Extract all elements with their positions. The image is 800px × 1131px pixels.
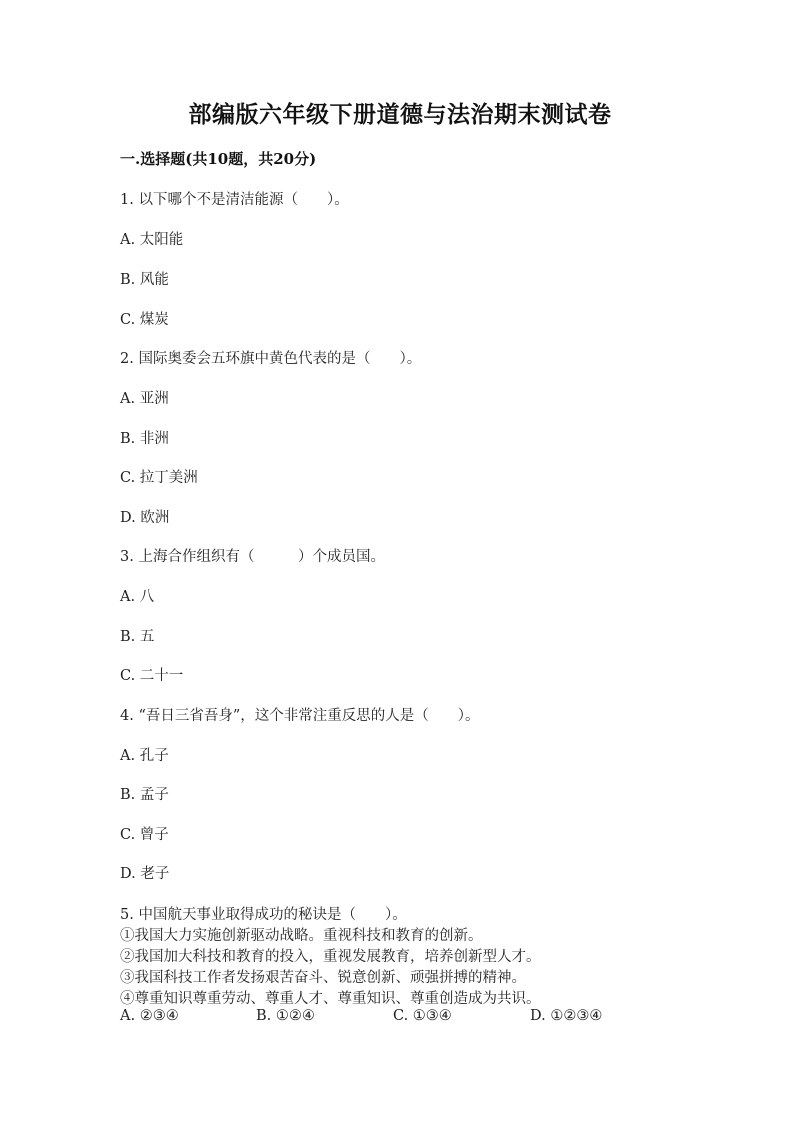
question-3-option-b: B. 五 <box>120 629 155 645</box>
question-4-option-c: C. 曾子 <box>120 827 169 843</box>
question-2-option-a: A. 亚洲 <box>120 391 169 407</box>
question-2-option-d: D. 欧洲 <box>120 510 170 526</box>
question-1-stem: 1. 以下哪个不是清洁能源（ ）。 <box>120 192 349 208</box>
question-5-option-b: B. ①②④ <box>256 1008 315 1024</box>
question-5-options <box>120 1008 640 1028</box>
question-5-statement-4: ④尊重知识尊重劳动、尊重人才、尊重知识、尊重创造成为共识。 <box>120 991 541 1007</box>
question-4-option-b: B. 孟子 <box>120 787 169 803</box>
question-3-stem: 3. 上海合作组织有（ ）个成员国。 <box>120 549 385 565</box>
question-1-option-b: B. 风能 <box>120 272 169 288</box>
section-heading: 一.选择题(共10题，共20分) <box>120 150 317 168</box>
question-2-stem: 2. 国际奥委会五环旗中黄色代表的是（ ）。 <box>120 351 422 367</box>
question-5-stem: 5. 中国航天事业取得成功的秘诀是（ ）。 <box>120 907 407 923</box>
question-5-option-c: C. ①③④ <box>393 1008 452 1024</box>
question-5-option-a: A. ②③④ <box>120 1008 179 1024</box>
question-5-option-d: D. ①②③④ <box>530 1008 603 1024</box>
question-2-option-c: C. 拉丁美洲 <box>120 470 198 486</box>
question-5-statement-2: ②我国加大科技和教育的投入，重视发展教育，培养创新型人才。 <box>120 949 541 965</box>
question-5-statement-3: ③我国科技工作者发扬艰苦奋斗、锐意创新、顽强拼搏的精神。 <box>120 970 526 986</box>
question-1-option-c: C. 煤炭 <box>120 312 169 328</box>
question-4-option-d: D. 老子 <box>120 866 170 882</box>
question-2-option-b: B. 非洲 <box>120 431 169 447</box>
question-5-statement-1: ①我国大力实施创新驱动战略。重视科技和教育的创新。 <box>120 928 483 944</box>
question-4-stem: 4. “吾日三省吾身”，这个非常注重反思的人是（ ）。 <box>120 708 480 724</box>
question-1-option-a: A. 太阳能 <box>120 232 184 248</box>
document-title: 部编版六年级下册道德与法治期末测试卷 <box>188 101 612 128</box>
question-3-option-c: C. 二十一 <box>120 668 184 684</box>
question-4-option-a: A. 孔子 <box>120 748 169 764</box>
question-3-option-a: A. 八 <box>120 589 155 605</box>
